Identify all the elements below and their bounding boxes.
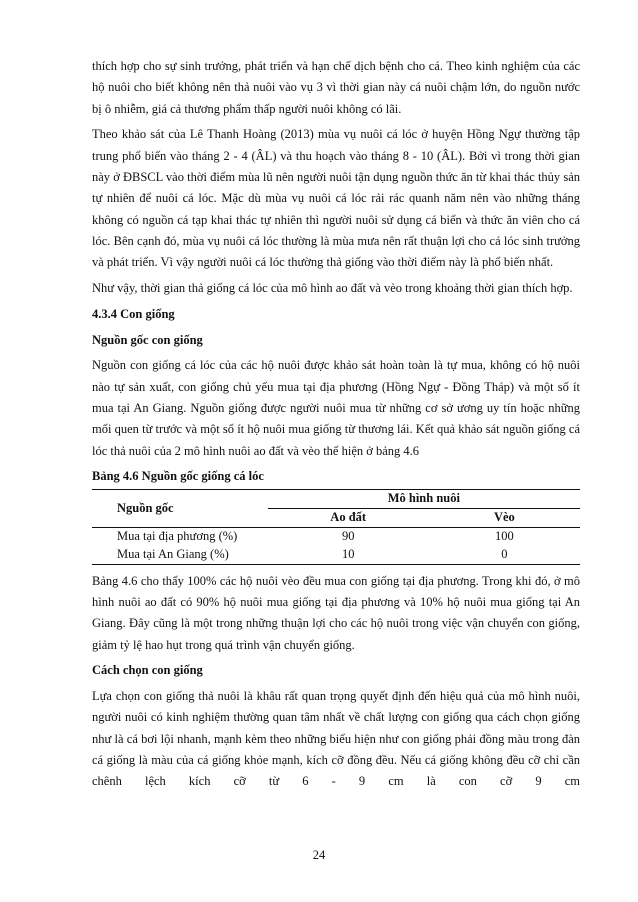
cell-veo: 0 (429, 546, 580, 565)
page-content (92, 56, 580, 797)
cell-veo: 100 (494, 529, 514, 544)
table-row (92, 546, 580, 565)
page-number: 24 (312, 848, 326, 862)
cell-ao-dat: 90 (341, 529, 355, 544)
subheading-seed-selection: Cách chọn con giống (92, 663, 203, 678)
header-ao-dat: Ao đất (268, 508, 429, 527)
row-label: Mua tại An Giang (%) (92, 546, 268, 565)
cell-ao-dat: 10 (268, 546, 429, 565)
paragraph-4: Nguồn con giống cá lóc của các hộ nuôi được khảo sát hoàn toàn là tự mua, không có hộ nuôi nào tự sản xuất, con giống chủ yếu mua tại địa phương (Hồng Ngự - Đồng Tháp) và một số ít mua tại An Giang. Nguồn giống được người nuôi mua từ những cơ sở ương uy tín hoặc những mối quen từ trước và một số ít hộ nuôi mua giống từ thương lái. Kết quả khảo sát nguồn giống cá lóc thả nuôi của 2 mô hình nuôi ao đất và vèo thể hiện ở bảng 4.6 (92, 358, 580, 458)
table-caption: Bảng 4.6 Nguồn gốc giống cá lóc (92, 469, 264, 484)
paragraph-1: thích hợp cho sự sinh trưởng, phát triển và hạn chế dịch bệnh cho cá. Theo kinh nghiệm của các hộ nuôi cho biết không nên thả nuôi vào vụ 3 vì thời gian này cá nuôi chậm lớn, do nguồn nước bị ô nhiễm, giá cả thương phẩm thấp người nuôi không có lãi. (92, 59, 580, 116)
header-veo: Vèo (429, 508, 580, 527)
header-source: Nguồn gốc (92, 489, 268, 527)
paragraph-3: Như vậy, thời gian thả giống cá lóc của mô hình ao đất và vèo trong khoảng thời gian thích hợp. (92, 280, 573, 295)
paragraph-6: Lựa chọn con giống thả nuôi là khâu rất quan trọng quyết định đến hiệu quả của mô hình nuôi, người nuôi có kinh nghiệm thường quan tâm nhất về chất lượng con giống qua cách chọn giống như là cá bơi lội nhanh, mạnh kèm theo những biểu hiện như con giống phải đồng màu trong đàn cá giống là màu của cá giống khỏe mạnh, kích cỡ đồng đều. Nếu cá giống không đều cỡ chỉ cần chênh lệch kích cỡ từ 6 - 9 cm là con cỡ 9 cm (92, 689, 580, 789)
row-label: Mua tại địa phương (%) (117, 529, 238, 544)
seed-source-table (92, 489, 580, 565)
section-heading: 4.3.4 Con giống (92, 306, 175, 321)
paragraph-2: Theo khảo sát của Lê Thanh Hoàng (2013) mùa vụ nuôi cá lóc ở huyện Hồng Ngự thường tập trung phổ biến vào tháng 2 - 4 (ÂL) và thu hoạch vào tháng 8 - 10 (ÂL). Bởi vì trong thời gian này ở ĐBSCL vào thời điểm mùa lũ nên người nuôi tận dụng nguồn thức ăn từ khai thác thủy sản tự nhiên để nuôi cá lóc. Mặc dù mùa vụ nuôi cá lóc rải rác quanh năm nên vào những tháng không có nguồn cá tạp khai thác tự nhiên thì người nuôi sử dụng cá biển và thức ăn viên cho cá lóc. Bên cạnh đó, mùa vụ nuôi cá lóc thường là mùa mưa nên rất thuận lợi cho cá lóc sinh trưởng và phát triển. Vì vậy người nuôi cá lóc thường thả giống vào thời điểm này là phổ biến nhất. (92, 127, 580, 270)
header-farming-model: Mô hình nuôi (268, 489, 580, 508)
paragraph-5: Bảng 4.6 cho thấy 100% các hộ nuôi vèo đều mua con giống tại địa phương. Trong khi đó, ở mô hình nuôi ao đất có 90% hộ nuôi mua giống tại địa phương và 10% hộ nuôi mua giống tại An Giang. Đây cũng là một trong những thuận lợi cho các hộ nuôi trong việc vận chuyển con giống, giảm tỷ lệ hao hụt trong quá trình vận chuyển giống. (92, 573, 580, 652)
subheading-seed-source: Nguồn gốc con giống (92, 332, 203, 347)
table-row (92, 527, 580, 546)
